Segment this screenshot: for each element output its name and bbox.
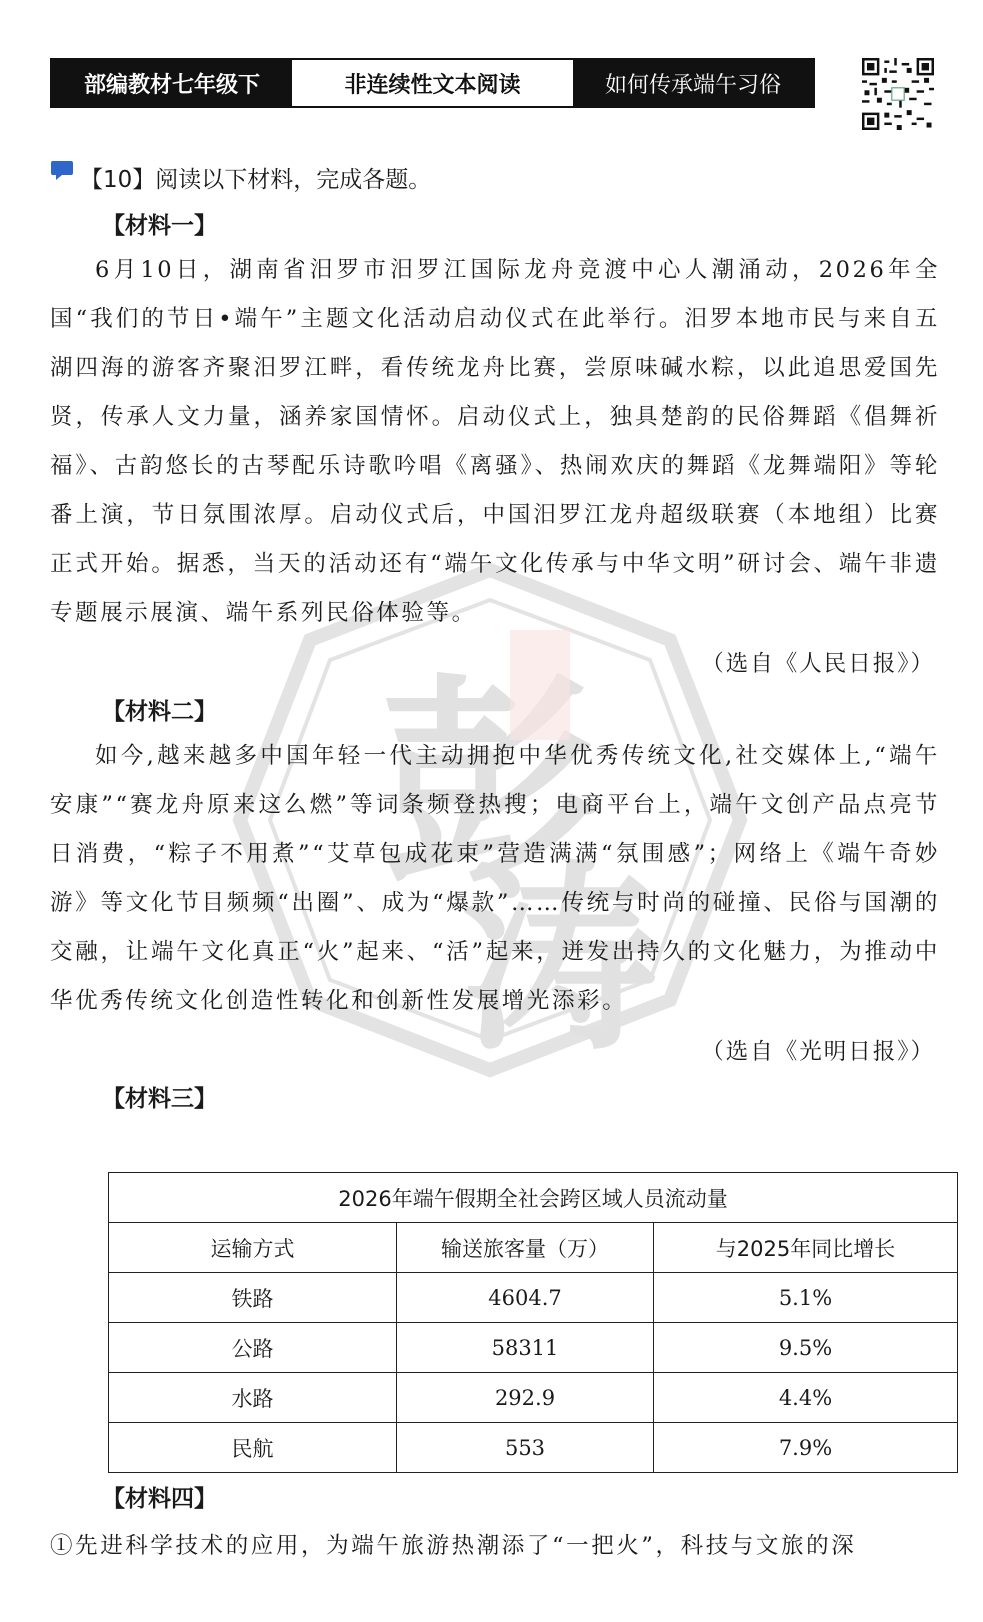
table-row [109,1273,958,1323]
column-header: 与2025年同比增长 [654,1223,958,1273]
column-header: 输送旅客量（万） [397,1223,654,1273]
question-heading [50,160,431,194]
table-cell: 民航 [109,1423,397,1473]
table-cell: 4.4% [654,1373,958,1423]
table-cell: 58311 [397,1323,654,1373]
column-header: 运输方式 [109,1223,397,1273]
speech-bubble-icon [50,160,74,182]
material4-text: ①先进科学技术的应用，为端午旅游热潮添了“一把火”，科技与文旅的深 [50,1533,857,1559]
header-type: 非连续性文本阅读 [292,60,573,106]
table-title-row [109,1173,958,1223]
material2-title: 【材料二】 [102,699,217,725]
material2-source: （选自《光明日报》） [701,1039,935,1065]
qr-code-icon [862,58,934,130]
material4-title: 【材料四】 [102,1486,217,1512]
header-bar [50,58,815,108]
material3-title: 【材料三】 [102,1086,217,1112]
table-cell: 4604.7 [397,1273,654,1323]
table-cell: 铁路 [109,1273,397,1323]
table-cell: 9.5% [654,1323,958,1373]
table-title: 2026年端午假期全社会跨区域人员流动量 [109,1173,958,1223]
header-grade: 部编教材七年级下 [52,60,292,106]
table-cell: 5.1% [654,1273,958,1323]
table-row [109,1323,958,1373]
table-cell: 7.9% [654,1423,958,1473]
question-prompt: 阅读以下材料，完成各题。 [155,166,432,193]
material1-source: （选自《人民日报》） [701,651,935,677]
table-row [109,1423,958,1473]
material1-title: 【材料一】 [102,213,217,239]
table-row [109,1373,958,1423]
svg-text:涛: 涛 [460,843,661,1078]
header-topic: 如何传承端午习俗 [573,60,813,106]
question-number: 【10】 [80,166,156,193]
table-cell: 公路 [109,1323,397,1373]
table-cell: 水路 [109,1373,397,1423]
material2-text: 如今,越来越多中国年轻一代主动拥抱中华优秀传统文化,社交媒体上,“端午安康”“赛龙舟原来这么燃”等词条频登热搜；电商平台上，端午文创产品点亮节日消费，“粽子不用煮”“艾草包成花束”营造满满“氛围感”；网络上《端午奇妙游》等文化节目频频“出圈”、成为“爆款”……传统与时尚的碰撞、民俗与国潮的交融，让端午文化真正“火”起来、“活”起来，迸发出持久的文化魅力，为推动中华优秀传统文化创造性转化和创新性发展增光添彩。 [50,743,940,1014]
table-cell: 292.9 [397,1373,654,1423]
table-header-row [109,1223,958,1273]
material1-text: 6月10日，湖南省汨罗市汨罗江国际龙舟竞渡中心人潮涌动，2026年全国“我们的节日•端午”主题文化活动启动仪式在此举行。汨罗本地市民与来自五湖四海的游客齐聚汨罗江畔，看传统龙舟比赛，尝原味碱水粽，以此追思爱国先贤，传承人文力量，涵养家国情怀。启动仪式上，独具楚韵的民俗舞蹈《倡舞祈福》、古韵悠长的古琴配乐诗歌吟唱《离骚》、热闹欢庆的舞蹈《龙舞端阳》等轮番上演，节日氛围浓厚。启动仪式后，中国汨罗江龙舟超级联赛（本地组）比赛正式开始。据悉，当天的活动还有“端午文化传承与中华文明”研讨会、端午非遗专题展示展演、端午系列民俗体验等。 [50,257,940,626]
table-cell: 553 [397,1423,654,1473]
passenger-flow-table [108,1172,958,1473]
svg-text:彭: 彭 [380,653,601,912]
